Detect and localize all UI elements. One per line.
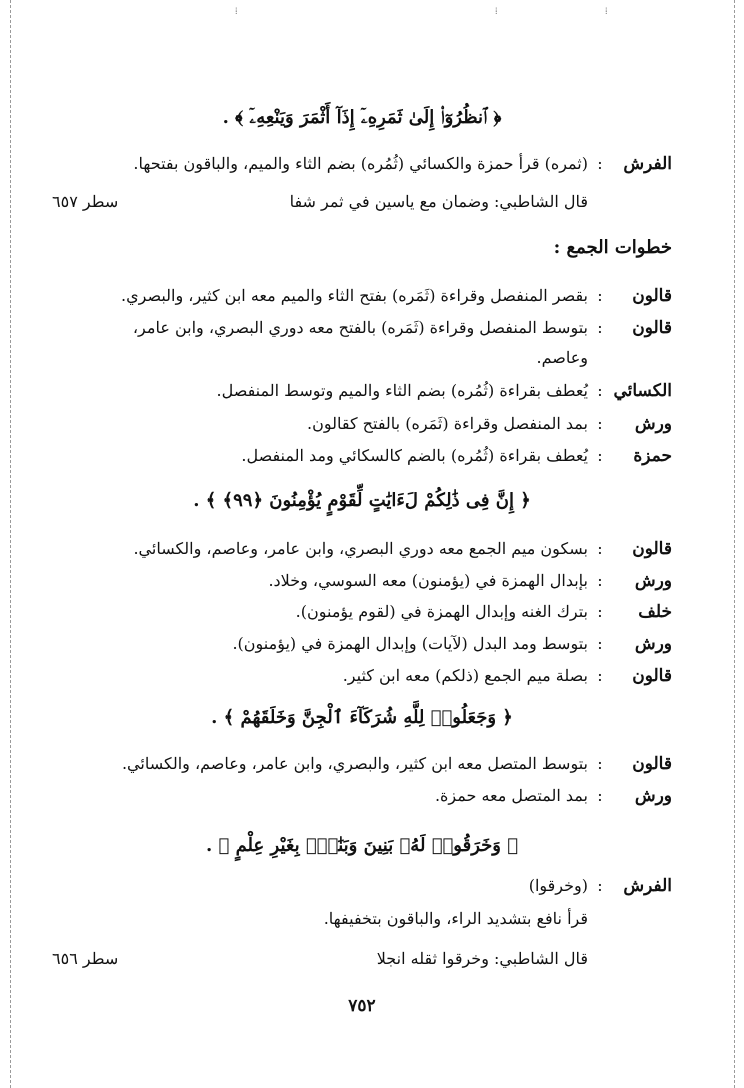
step-row <box>52 440 672 472</box>
step-text: بسكون ميم الجمع معه دوري البصري، وابن عامر، وعاصم، والكسائي. <box>133 539 588 558</box>
colon: : <box>597 286 603 305</box>
colon: : <box>597 381 603 400</box>
quran-verse: ﴿ إِنَّ فِى ذَٰلِكُمْ لَءَايَٰتٍ لِّقَوْمٍ يُؤْمِنُونَ ﴿٩٩﴾ ﴾ . <box>193 490 531 511</box>
step-row <box>52 408 672 440</box>
reader-label: حمزة <box>633 446 672 466</box>
step-text: بإبدال الهمزة في (يؤمنون) معه السوسي، وخلاد. <box>268 571 588 590</box>
colon: : <box>597 666 603 685</box>
reader-label: قالون <box>632 318 672 338</box>
header-mark: ⁞ <box>495 7 498 17</box>
farsh-continuation: قرأ نافع بتشديد الراء، والباقون بتخفيفها. <box>323 909 588 928</box>
step-text: بتوسط المنفصل وقراءة (ثَمَره) بالفتح معه دوري البصري، وابن عامر، <box>132 318 588 337</box>
step-row <box>52 596 672 628</box>
step-text: بمد المنفصل وقراءة (ثَمَره) بالفتح كقالون. <box>307 414 588 433</box>
header-mark: ⁞ <box>235 7 238 17</box>
line-reference: سطر ٦٥٧ <box>52 192 119 211</box>
quran-verse: ﴿ ٱنظُرُوٓا۟ إِلَىٰ ثَمَرِهِۦٓ إِذَآ أَثْمَرَ وَيَنْعِهِۦٓ ﴾ . <box>222 107 502 128</box>
farsh-text: (ثمره) قرأ حمزة والكسائي (ثُمُره) بضم الثاء والميم، والباقون بفتحها. <box>133 154 588 173</box>
farsh-label: الفرش <box>623 154 672 174</box>
quran-verse: ﴿ وَخَرَقُوا۟ لَهُۥ بَنِينَ وَبَنَٰتٍۭ بِغَيْرِ عِلْمٍ ﴾ . <box>205 835 519 856</box>
colon: : <box>597 571 603 590</box>
colon: : <box>597 154 603 173</box>
step-text: بترك الغنه وإبدال الهمزة في (لقوم يؤمنون). <box>295 602 588 621</box>
reader-label: قالون <box>632 754 672 774</box>
step-continuation: وعاصم. <box>536 348 588 367</box>
step-text: يُعطف بقراءة (ثُمُره) بضم الثاء والميم وتوسط المنفصل. <box>216 381 588 400</box>
step-text: بتوسط المتصل معه ابن كثير، والبصري، وابن عامر، وعاصم، والكسائي. <box>121 754 588 773</box>
step-text: يُعطف بقراءة (ثُمُره) بالضم كالسكائي ومد المنفصل. <box>241 446 588 465</box>
reader-label: قالون <box>632 286 672 306</box>
step-row <box>52 660 672 692</box>
step-row <box>52 628 672 660</box>
right-margin-guide <box>734 0 735 1088</box>
step-row <box>52 565 672 597</box>
page-number: ٧٥٢ <box>348 996 376 1016</box>
header-mark: ⁞ <box>605 7 608 17</box>
step-text: بتوسط ومد البدل (لآيات) وإبدال الهمزة في (يؤمنون). <box>232 634 588 653</box>
step-row <box>52 748 672 780</box>
colon: : <box>597 634 603 653</box>
step-text: بصلة ميم الجمع (ذلكم) معه ابن كثير. <box>342 666 588 685</box>
colon: : <box>597 754 603 773</box>
step-row <box>52 280 672 312</box>
reader-label: ورش <box>634 786 672 806</box>
shatibi-quote <box>52 943 672 975</box>
shatibi-verse: قال الشاطبي: وضمان مع ياسين في ثمر شفا <box>289 192 588 211</box>
colon: : <box>597 318 603 337</box>
step-text: بقصر المنفصل وقراءة (ثَمَره) بفتح الثاء والميم معه ابن كثير، والبصري. <box>121 286 588 305</box>
colon: : <box>597 414 603 433</box>
quran-verse: ﴿ وَجَعَلُوا۟ لِلَّهِ شُرَكَآءَ ٱلْجِنَّ وَخَلَقَهُمْ ﴾ . <box>211 707 513 728</box>
step-text: بمد المتصل معه حمزة. <box>434 786 588 805</box>
reader-label: ورش <box>634 414 672 434</box>
reader-label: قالون <box>632 539 672 559</box>
step-row <box>52 312 672 344</box>
farsh-row <box>52 148 672 180</box>
colon: : <box>597 602 603 621</box>
line-reference: سطر ٦٥٦ <box>52 949 119 968</box>
page-body <box>52 90 672 1040</box>
shatibi-quote <box>52 186 672 218</box>
farsh-text: (وخرقوا) <box>528 876 588 895</box>
reader-label: خلف <box>638 602 672 622</box>
step-row <box>52 780 672 812</box>
colon: : <box>597 876 603 895</box>
step-row <box>52 533 672 565</box>
reader-label: ورش <box>634 634 672 654</box>
section-heading: خطوات الجمع : <box>553 237 672 258</box>
reader-label: ورش <box>634 571 672 591</box>
colon: : <box>597 446 603 465</box>
farsh-row <box>52 870 672 902</box>
left-margin-guide <box>10 0 11 1088</box>
reader-label: الكسائي <box>613 381 672 401</box>
colon: : <box>597 539 603 558</box>
shatibi-verse: قال الشاطبي: وخرقوا ثقله انجلا <box>376 949 588 968</box>
reader-label: قالون <box>632 666 672 686</box>
colon: : <box>597 786 603 805</box>
farsh-label: الفرش <box>623 876 672 896</box>
step-row <box>52 375 672 407</box>
